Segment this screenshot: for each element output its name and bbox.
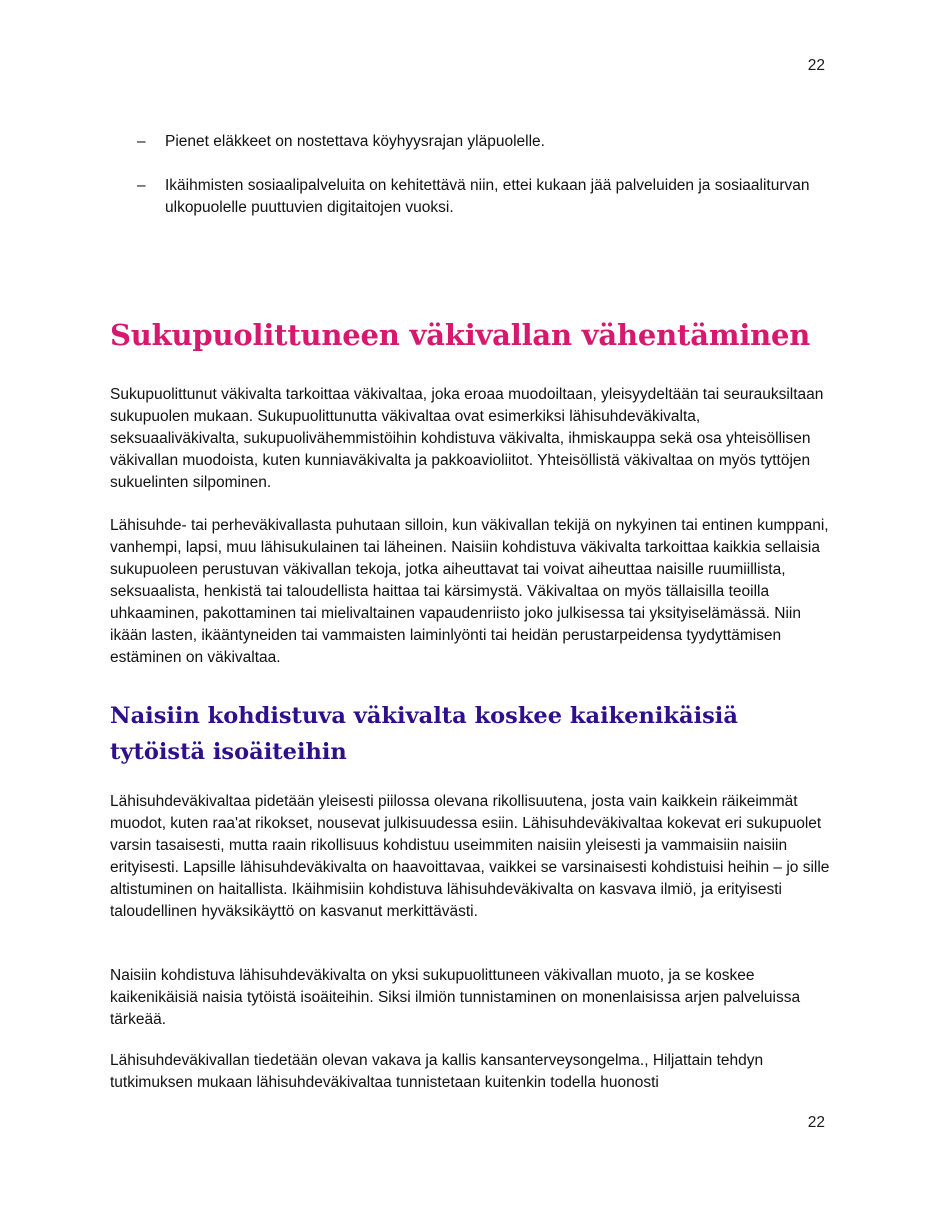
paragraph: Lähisuhdeväkivaltaa pidetään yleisesti piilossa olevana rikollisuutena, josta vain kaikkein räikeimmät muodot, kuten raa'at rikokset, nousevat julkisuudessa esiin. Lähisuhdeväkivaltaa kokevat eri sukupuolet varsin tasaisesti, mutta raain rikollisuus kohdistuu useimmiten naisiin yleisesti ja vammaisiin naisiin erityisesti. Lapsille lähisuhdeväkivalta on haavoittavaa, vaikkei se varsinaisesti kohdistuisi heihin – jo sille altistuminen on haitallista. Ikäihmisiin kohdistuva lähisuhdeväkivalta on kasvava ilmiö, ja erityisesti taloudellinen hyväksikäyttö on kasvanut merkittävästi. <box>110 793 830 920</box>
bullet-text: Pienet eläkkeet on nostettava köyhyysrajan yläpuolelle. <box>165 133 545 150</box>
bullet-list <box>110 131 830 241</box>
bullet-dash: – <box>137 133 146 150</box>
paragraph: Naisiin kohdistuva lähisuhdeväkivalta on yksi sukupuolittuneen väkivallan muoto, ja se koskee kaikenikäisiä naisia tytöistä isoäiteihin. Siksi ilmiön tunnistaminen on monenlaisissa arjen palveluissa tärkeää. <box>110 967 801 1028</box>
paragraph: Lähisuhde- tai perheväkivallasta puhutaan silloin, kun väkivallan tekijä on nykyinen tai entinen kumppani, vanhempi, lapsi, muu lähisukulainen tai läheinen. Naisiin kohdistuva väkivalta tarkoittaa kaikkia sellaisia sukupuoleen perustuvan väkivallan tekoja, jotka aiheuttavat tai voivat aiheuttaa naisille ruumiillista, seksuaalista, henkistä tai taloudellista haittaa tai kärsimystä. Väkivaltaa on myös tällaisilla teoilla uhkaaminen, pakottaminen tai mielivaltainen vapaudenriisto joko julkisessa tai yksityiselämässä. Niin ikään lasten, ikääntyneiden tai vammaisten laiminlyönti tai heidän perustarpeidensa tyydyttämisen estäminen on väkivaltaa. <box>110 517 829 666</box>
page-number-bottom: 22 <box>807 1114 825 1131</box>
subsection-heading: Naisiin kohdistuva väkivalta koskee kaikenikäisiä tytöistä isoäiteihin <box>110 703 738 765</box>
paragraph: Sukupuolittunut väkivalta tarkoittaa väkivaltaa, joka eroaa muodoiltaan, yleisyydeltään tai seurauksiltaan sukupuolen mukaan. Sukupuolittunutta väkivaltaa ovat esimerkiksi lähisuhdeväkivalta, seksuaaliväkivalta, sukupuolivähemmistöihin kohdistuva väkivalta, ihmiskauppa sekä osa yhteisöllisen väkivallan muodoista, kuten kunniaväkivalta ja pakkoavioliitot. Yhteisöllistä väkivaltaa on myös tyttöjen sukuelinten silpominen. <box>110 386 824 491</box>
bullet-dash: – <box>137 177 146 194</box>
bullet-text: Ikäihmisten sosiaalipalveluita on kehitettävä niin, ettei kukaan jää palveluiden ja sosiaaliturvan ulkopuolelle puuttuvien digitaitojen vuoksi. <box>165 177 810 216</box>
section-heading: Sukupuolittuneen väkivallan vähentäminen <box>110 318 811 352</box>
list-item <box>110 175 830 219</box>
paragraph: Lähisuhdeväkivallan tiedetään olevan vakava ja kallis kansanterveysongelma., Hiljattain tehdyn tutkimuksen mukaan lähisuhdeväkivaltaa tunnistetaan kuitenkin todella huonosti <box>110 1052 764 1091</box>
list-item <box>110 131 830 153</box>
page-number-top: 22 <box>807 57 825 74</box>
